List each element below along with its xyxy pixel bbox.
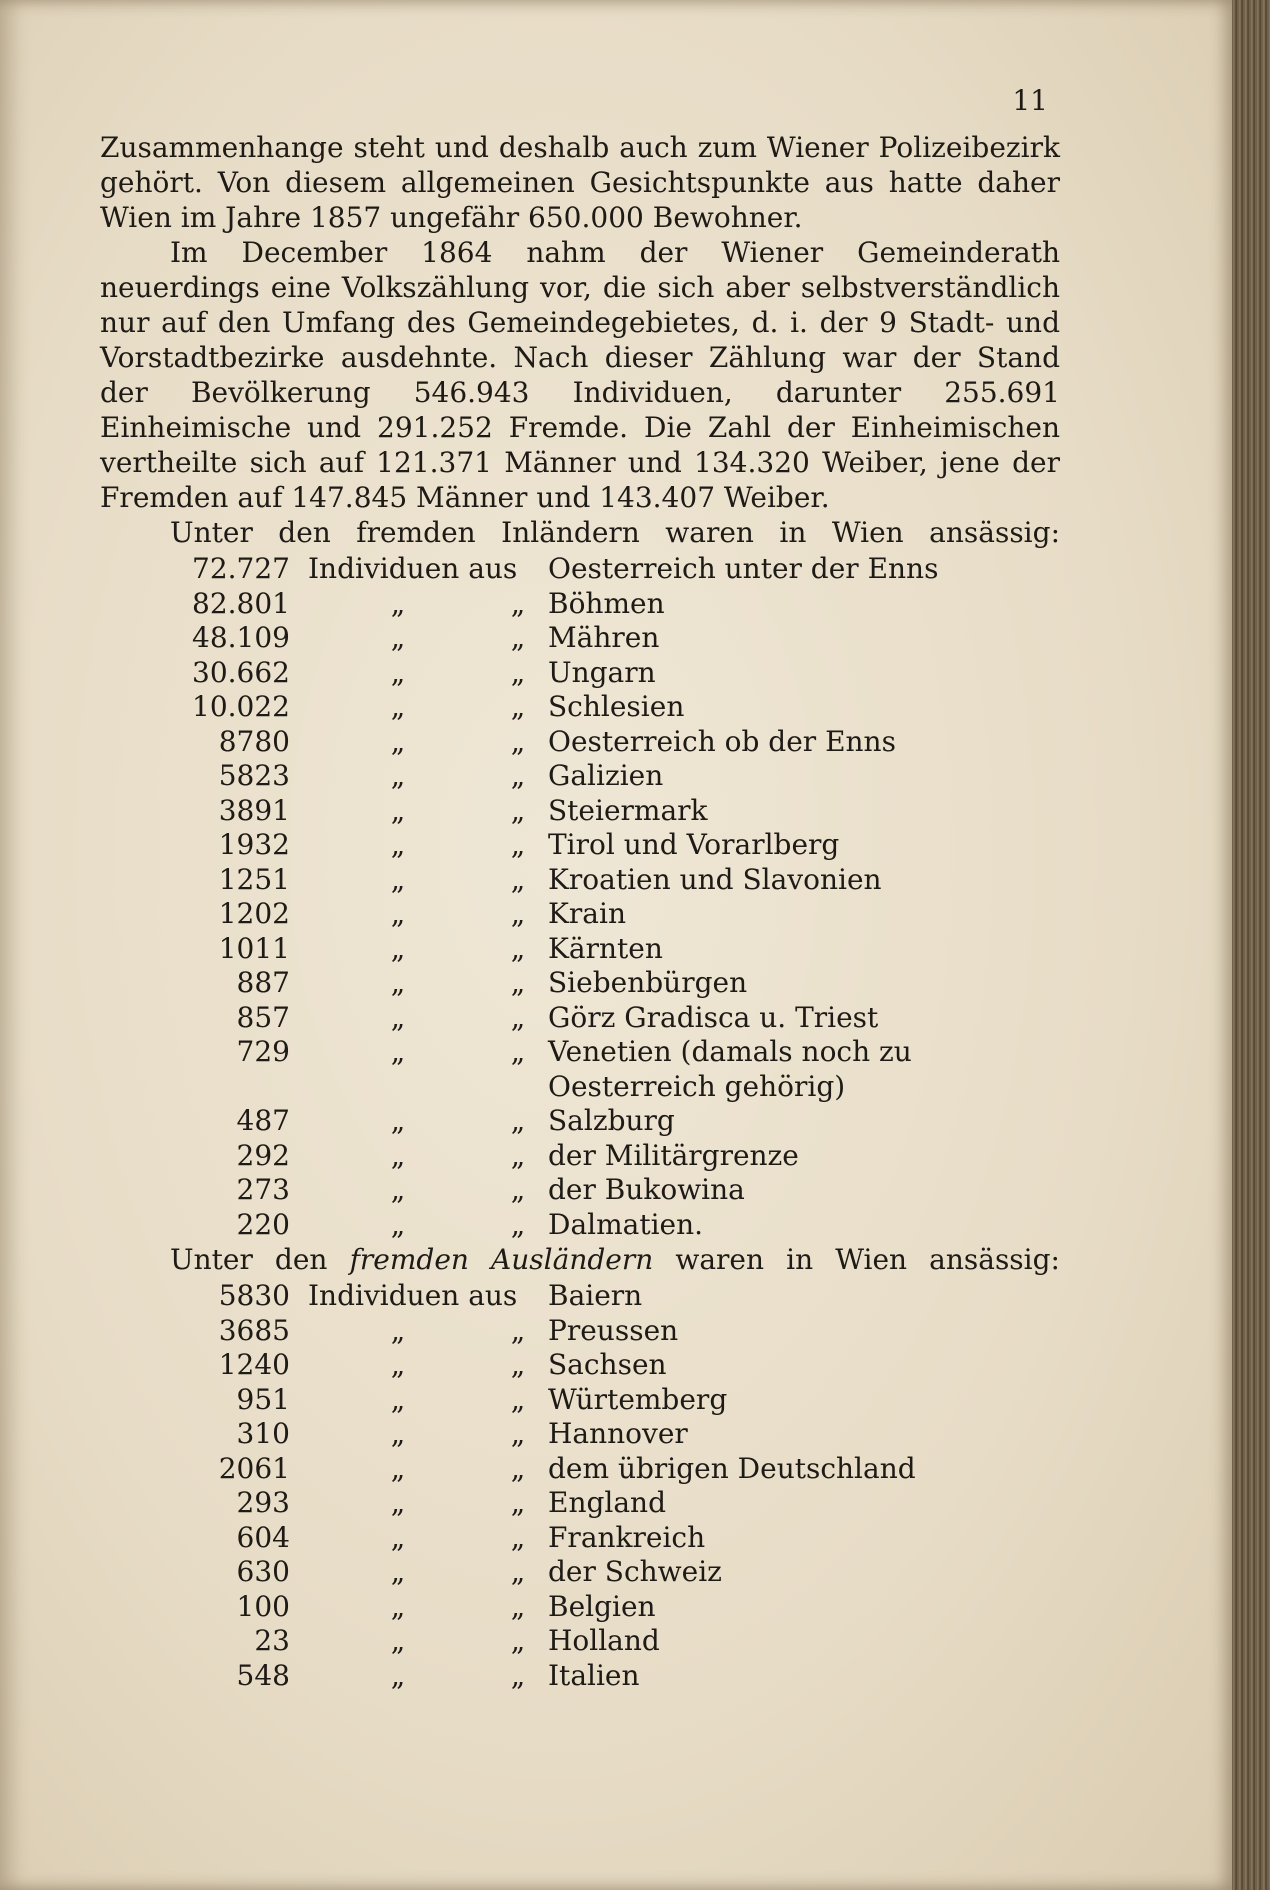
ditto-mark: „ <box>390 828 406 861</box>
ditto-mark: „ <box>510 1173 526 1206</box>
count: 292 <box>236 1138 290 1172</box>
table-row <box>100 1486 1060 1521</box>
ditto-mark: „ <box>390 1520 406 1554</box>
table-row <box>100 932 1060 967</box>
ditto-mark: „ <box>510 828 526 861</box>
table-row <box>100 1452 1060 1487</box>
foreign-table <box>100 1279 1060 1693</box>
ditto-mark: „ <box>510 1658 526 1692</box>
place: Schlesien <box>548 690 685 723</box>
place: Oesterreich gehörig) <box>548 1069 846 1103</box>
table-row <box>100 759 1060 794</box>
ditto-mark: „ <box>510 1000 526 1034</box>
place: Hannover <box>548 1417 688 1450</box>
ditto-mark: „ <box>390 655 406 689</box>
count: 3685 <box>218 1313 290 1347</box>
ditto-mark: „ <box>510 1138 526 1172</box>
count: 10.022 <box>192 690 290 723</box>
ditto-mark: „ <box>390 1555 406 1588</box>
ditto-mark: „ <box>390 1451 406 1485</box>
inland-heading: Unter den fremden Inländern waren in Wien ansässig: <box>170 516 1060 549</box>
heading-emphasis: fremden Ausländern <box>349 1243 654 1276</box>
place: Dalmatien. <box>548 1207 704 1241</box>
ditto-mark: „ <box>390 1207 406 1241</box>
heading-text: waren in Wien ansässig: <box>653 1243 1060 1276</box>
ditto-mark: „ <box>390 1417 406 1450</box>
table-row <box>100 621 1060 656</box>
ditto-mark: „ <box>390 621 406 654</box>
paragraph-2: Im December 1864 nahm der Wiener Gemeinderath neuerdings eine Volkszählung vor, die sich aber selbstverständlich nur auf den Umfang des Gemeindegebietes, d. i. der 9 Stadt- und Vorstadtbezirke ausdehnte. Nach dieser Zählung war der Stand der Bevölkerung 546.943 Individuen, darunter 255.691 Einheimische und 291.252 Fremde. Die Zahl der Einheimischen vertheilte sich auf 121.371 Männer und 134.320 Weiber, jene der Fremden auf 147.845 Männer und 143.407 Weiber. <box>100 236 1060 514</box>
place: Kroatien und Slavonien <box>548 862 882 896</box>
count: 1251 <box>218 862 290 896</box>
foreign-heading <box>100 1242 1060 1277</box>
ditto-mark: „ <box>510 724 526 758</box>
ditto-mark: „ <box>390 1173 406 1206</box>
ditto-mark: „ <box>390 1589 406 1623</box>
ditto-mark: „ <box>390 724 406 758</box>
table-row <box>100 1208 1060 1243</box>
count: 30.662 <box>192 655 290 689</box>
inland-table <box>100 552 1060 1242</box>
ditto-mark: „ <box>510 966 526 999</box>
ditto-mark: „ <box>510 897 526 930</box>
count: 1932 <box>218 828 290 861</box>
count: 100 <box>236 1589 290 1623</box>
count: 293 <box>236 1486 290 1519</box>
ditto-mark: „ <box>390 931 406 965</box>
table-row <box>100 1383 1060 1418</box>
table-row <box>100 1001 1060 1036</box>
place: England <box>548 1486 667 1519</box>
ditto-mark: „ <box>390 1000 406 1034</box>
count: 8780 <box>218 724 290 758</box>
page-number: 11 <box>1012 84 1048 117</box>
place: Görz Gradisca u. Triest <box>548 1000 879 1034</box>
page-edge <box>1232 0 1270 1890</box>
ditto-mark: „ <box>390 1486 406 1519</box>
count: 5830 <box>218 1279 290 1312</box>
table-row <box>100 1555 1060 1590</box>
table-row <box>100 656 1060 691</box>
count: 887 <box>236 966 290 999</box>
place: Frankreich <box>548 1520 706 1554</box>
table-row <box>100 1590 1060 1625</box>
table-row <box>100 897 1060 932</box>
table-row <box>100 552 1060 587</box>
count: 1240 <box>218 1348 290 1381</box>
ditto-mark: „ <box>510 1348 526 1381</box>
table-row-continuation <box>100 1070 1060 1105</box>
ditto-mark: „ <box>510 759 526 792</box>
paragraph-1: Zusammenhange steht und deshalb auch zum Wiener Polizeibezirk gehört. Von diesem allgemeinen Gesichtspunkte aus hatte daher Wien im Jahre 1857 ungefähr 650.000 Bewohner. <box>100 131 1060 234</box>
ditto-mark: „ <box>510 621 526 654</box>
ditto-mark: „ <box>510 1035 526 1068</box>
inland-rows-2 <box>100 1104 1060 1242</box>
ditto-mark: „ <box>390 1624 406 1657</box>
place: Siebenbürgen <box>548 966 748 999</box>
count: 2061 <box>218 1451 290 1485</box>
place: dem übrigen Deutschland <box>548 1451 916 1485</box>
count: 729 <box>236 1035 290 1068</box>
ditto-mark: „ <box>510 1486 526 1519</box>
table-row <box>100 1417 1060 1452</box>
ditto-mark: „ <box>510 1624 526 1657</box>
ditto-mark: „ <box>510 1417 526 1450</box>
table-row <box>100 1348 1060 1383</box>
ditto-mark: „ <box>510 1451 526 1485</box>
place: Galizien <box>548 759 664 792</box>
count: 5823 <box>218 759 290 792</box>
place: Holland <box>548 1624 660 1657</box>
place: Oesterreich unter der Enns <box>548 552 939 585</box>
place: Preussen <box>548 1313 679 1347</box>
row-label: Individuen aus <box>308 552 518 585</box>
place: der Schweiz <box>548 1555 722 1588</box>
ditto-mark: „ <box>390 1382 406 1416</box>
count: 951 <box>236 1382 290 1416</box>
place: Venetien (damals noch zu <box>548 1035 912 1068</box>
ditto-mark: „ <box>390 759 406 792</box>
ditto-mark: „ <box>390 1035 406 1068</box>
ditto-mark: „ <box>510 1520 526 1554</box>
ditto-mark: „ <box>390 1138 406 1172</box>
table-row <box>100 587 1060 622</box>
count: 630 <box>236 1555 290 1588</box>
count: 487 <box>236 1104 290 1137</box>
row-label: Individuen aus <box>308 1279 518 1312</box>
ditto-mark: „ <box>390 690 406 723</box>
ditto-mark: „ <box>390 966 406 999</box>
ditto-mark: „ <box>510 793 526 827</box>
ditto-mark: „ <box>510 1555 526 1588</box>
table-row <box>100 725 1060 760</box>
place: der Bukowina <box>548 1173 745 1206</box>
place: Tirol und Vorarlberg <box>548 828 840 861</box>
table-row <box>100 1104 1060 1139</box>
ditto-mark: „ <box>510 1104 526 1137</box>
place: Steiermark <box>548 793 708 827</box>
count: 548 <box>236 1658 290 1692</box>
place: Sachsen <box>548 1348 667 1381</box>
ditto-mark: „ <box>510 1207 526 1241</box>
place: Oesterreich ob der Enns <box>548 724 896 758</box>
count: 48.109 <box>192 621 290 654</box>
table-row <box>100 863 1060 898</box>
count: 1011 <box>218 931 290 965</box>
count: 23 <box>254 1624 290 1657</box>
ditto-mark: „ <box>390 1104 406 1137</box>
count: 310 <box>236 1417 290 1450</box>
count: 273 <box>236 1173 290 1206</box>
count: 1202 <box>218 897 290 930</box>
table-row <box>100 1521 1060 1556</box>
ditto-mark: „ <box>510 586 526 620</box>
place: Kärnten <box>548 931 663 965</box>
ditto-mark: „ <box>390 1658 406 1692</box>
ditto-mark: „ <box>390 862 406 896</box>
ditto-mark: „ <box>390 1313 406 1347</box>
ditto-mark: „ <box>510 1382 526 1416</box>
table-row <box>100 828 1060 863</box>
ditto-mark: „ <box>390 897 406 930</box>
place: Mähren <box>548 621 660 654</box>
inland-rows <box>100 587 1060 1070</box>
heading-text: Unter den <box>170 1243 350 1276</box>
table-row <box>100 1624 1060 1659</box>
table-row <box>100 690 1060 725</box>
table-row <box>100 966 1060 1001</box>
ditto-mark: „ <box>390 1348 406 1381</box>
ditto-mark: „ <box>390 793 406 827</box>
table-row <box>100 1173 1060 1208</box>
count: 3891 <box>218 793 290 827</box>
ditto-mark: „ <box>510 931 526 965</box>
ditto-mark: „ <box>510 1313 526 1347</box>
ditto-mark: „ <box>510 1589 526 1623</box>
ditto-mark: „ <box>390 586 406 620</box>
place: Würtemberg <box>548 1382 728 1416</box>
place: Baiern <box>548 1279 643 1312</box>
count: 82.801 <box>192 586 290 620</box>
ditto-mark: „ <box>510 690 526 723</box>
place: Salzburg <box>548 1104 675 1137</box>
table-row <box>100 1314 1060 1349</box>
place: Krain <box>548 897 626 930</box>
place: Italien <box>548 1658 640 1692</box>
ditto-mark: „ <box>510 655 526 689</box>
place: Böhmen <box>548 586 665 620</box>
table-row <box>100 1659 1060 1694</box>
ditto-mark: „ <box>510 862 526 896</box>
count: 857 <box>236 1000 290 1034</box>
table-row <box>100 1139 1060 1174</box>
foreign-rows <box>100 1314 1060 1694</box>
page-content <box>100 78 1060 1693</box>
place: Ungarn <box>548 655 656 689</box>
place: der Militärgrenze <box>548 1138 799 1172</box>
count: 72.727 <box>192 552 290 585</box>
table-row <box>100 1035 1060 1070</box>
place: Belgien <box>548 1589 656 1623</box>
count: 220 <box>236 1207 290 1241</box>
count: 604 <box>236 1520 290 1554</box>
table-row <box>100 1279 1060 1314</box>
table-row <box>100 794 1060 829</box>
